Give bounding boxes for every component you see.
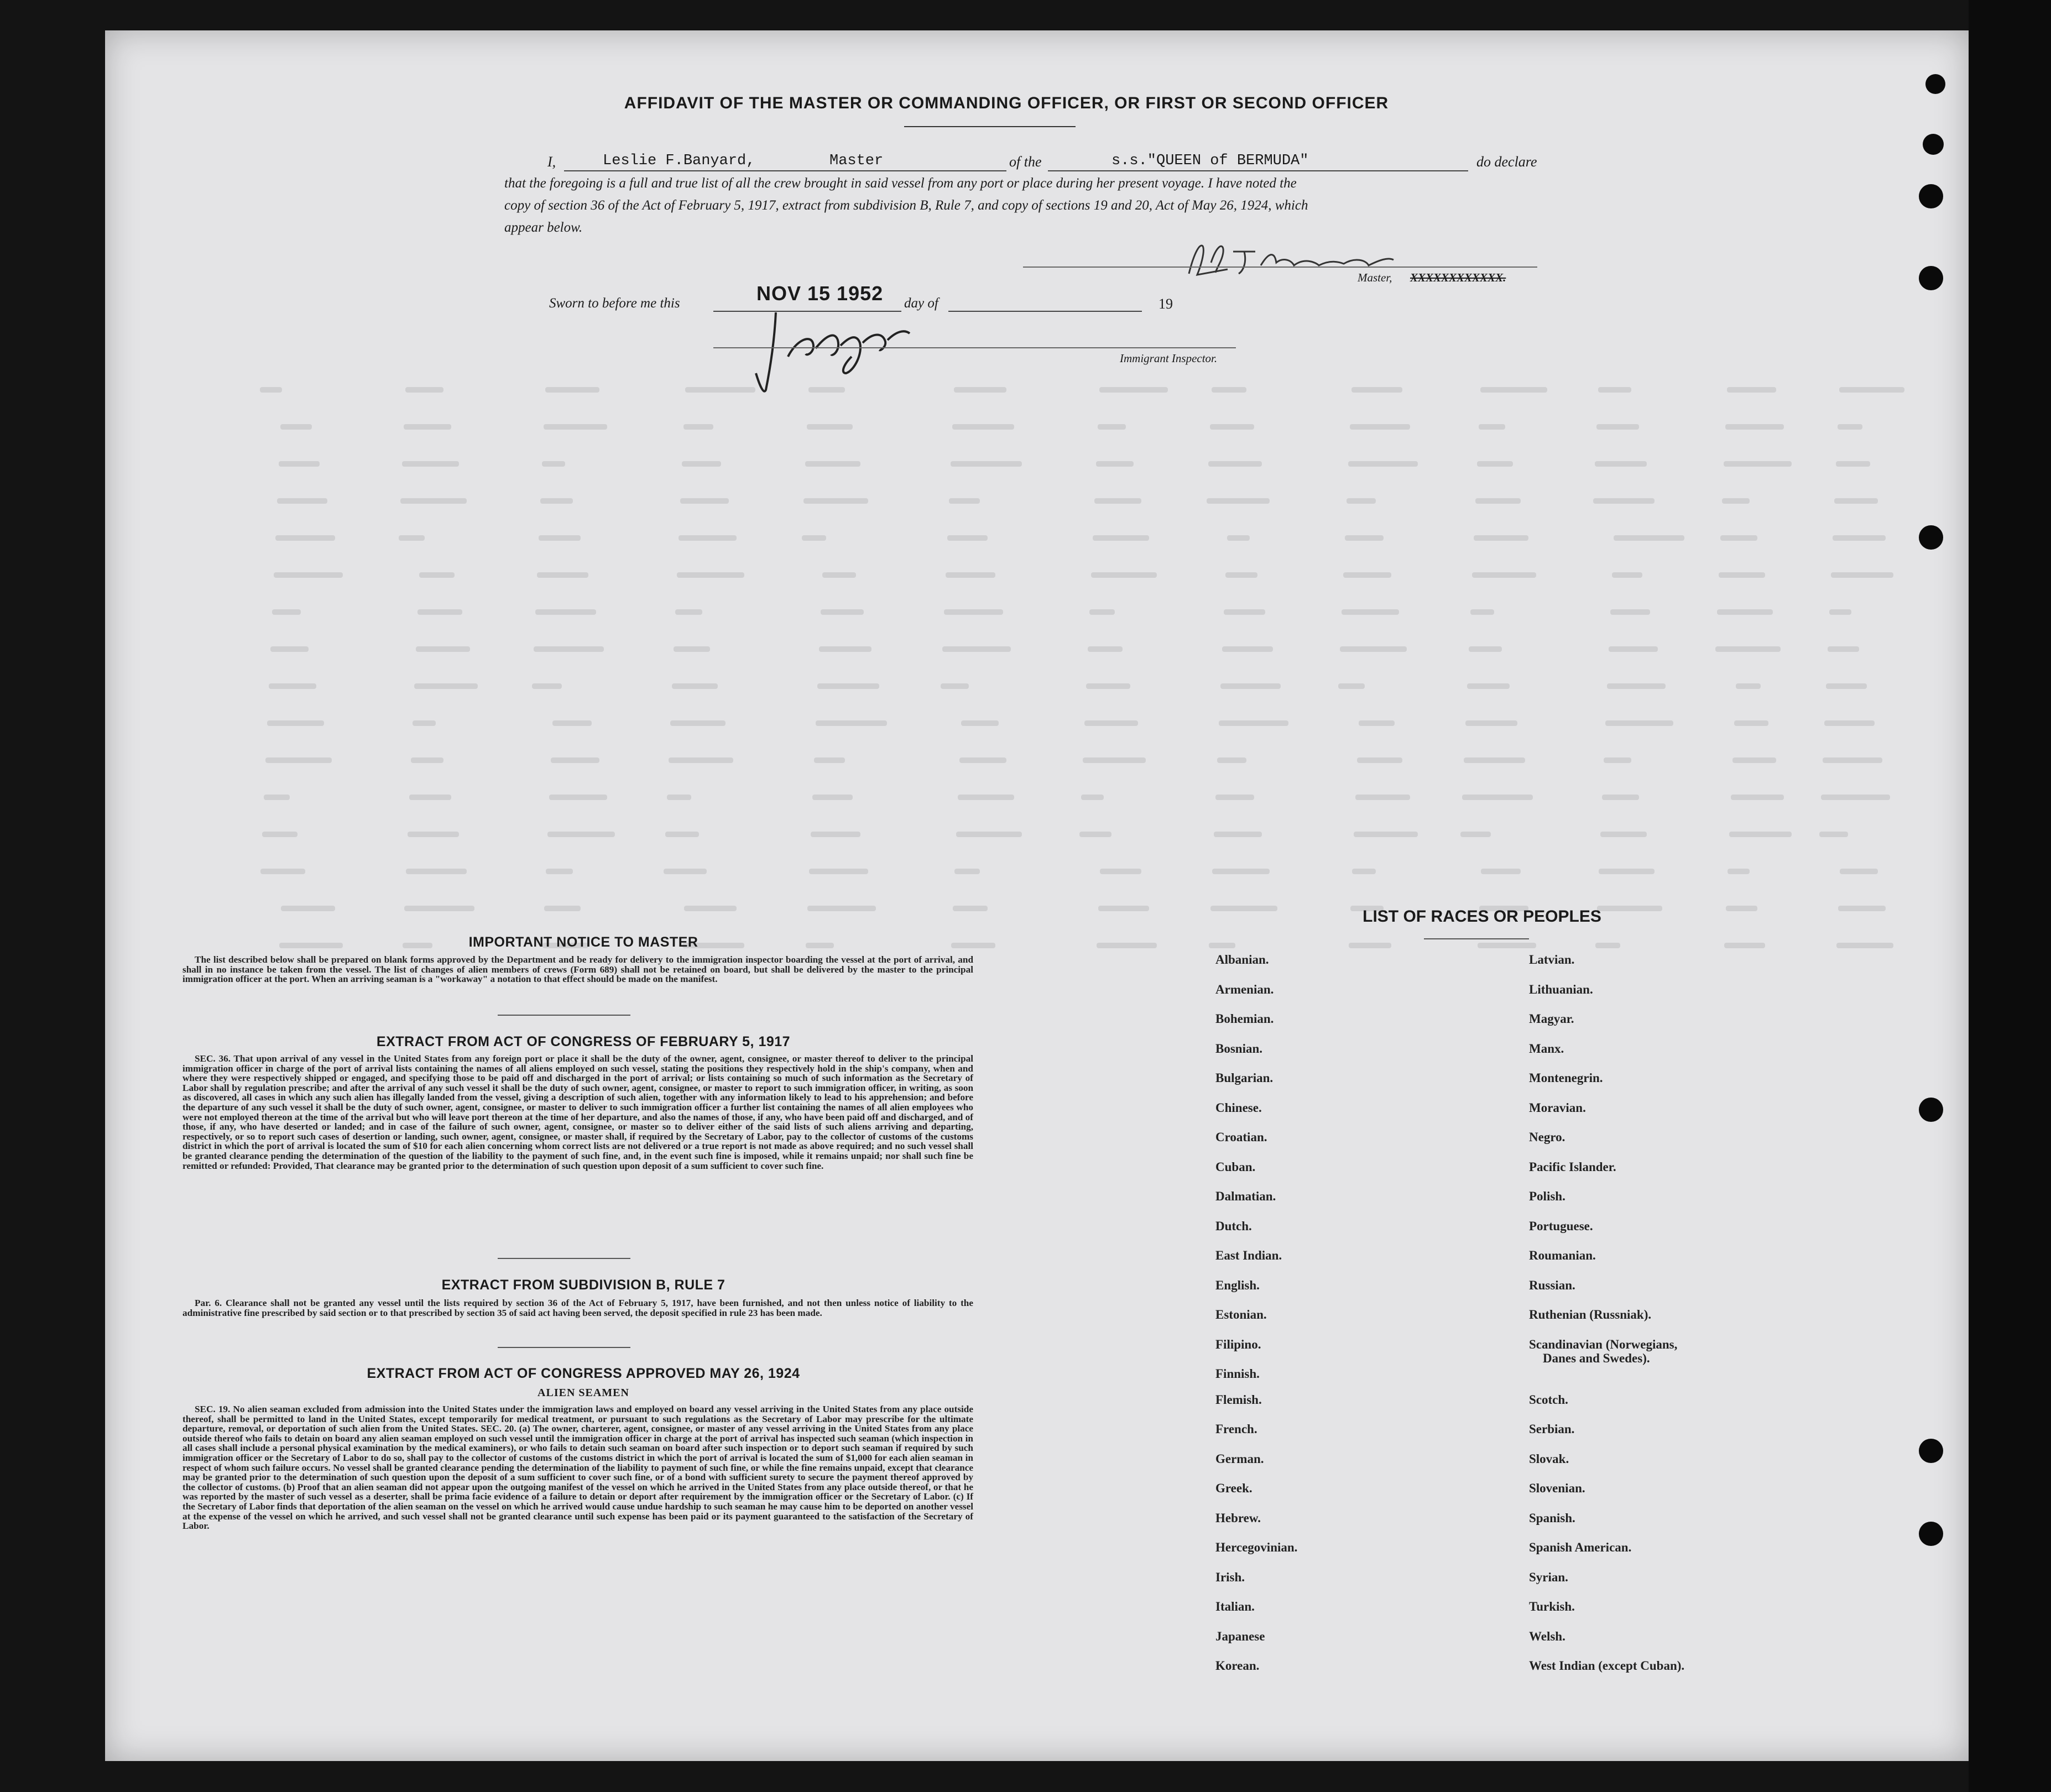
extract-rule7-text: Par. 6. Clearance shall not be granted any vessel until the lists required by section 36 of the Act of February 5, 1917, have been furnished, and not then unless notice of liability to the administrative fine prescribed by said section or to that prescribed by section 35 of said act having been served, the deposit specified in rule 23 has been made.	[182, 1298, 973, 1318]
bleed-through-mark	[1477, 461, 1513, 467]
bleed-through-mark	[1607, 683, 1666, 689]
bleed-through-mark	[1836, 461, 1870, 467]
punch-hole	[1919, 525, 1943, 550]
bleed-through-mark	[1824, 720, 1875, 726]
bleed-through-mark	[941, 683, 969, 689]
bleed-through-mark	[1472, 572, 1536, 578]
race-item: Magyar.	[1529, 1012, 1574, 1026]
bleed-through-mark	[1210, 424, 1254, 430]
race-item: Korean.	[1215, 1659, 1260, 1673]
bleed-through-mark	[1084, 720, 1138, 726]
bleed-through-mark	[1840, 869, 1878, 874]
bleed-through-mark	[816, 720, 887, 726]
master-label: Master,	[1358, 271, 1392, 284]
bleed-through-mark	[1734, 720, 1768, 726]
race-item: Russian.	[1529, 1278, 1575, 1292]
bleed-through-mark	[1605, 720, 1673, 726]
bleed-through-mark	[1729, 832, 1792, 837]
bleed-through-mark	[408, 832, 459, 837]
bleed-through-mark	[1599, 869, 1655, 874]
race-item: Bohemian.	[1215, 1012, 1274, 1026]
race-item: Bosnian.	[1215, 1042, 1263, 1056]
race-item: Irish.	[1215, 1570, 1245, 1584]
inspector-signature-line	[713, 347, 1236, 348]
bleed-through-mark	[1475, 498, 1521, 504]
master-struck-title: XXXXXXXXXXXX.	[1410, 271, 1506, 284]
race-item: Italian.	[1215, 1600, 1255, 1613]
bleed-through-mark	[947, 535, 988, 541]
race-item: West Indian (except Cuban).	[1529, 1659, 1685, 1673]
bleed-through-mark	[1209, 943, 1235, 948]
bleed-through-mark	[675, 609, 702, 615]
bleed-through-mark	[1208, 461, 1262, 467]
race-item: Finnish.	[1215, 1367, 1260, 1381]
race-item: Spanish.	[1529, 1511, 1575, 1525]
bleed-through-mark	[680, 498, 729, 504]
bleed-through-mark	[802, 535, 826, 541]
bleed-through-mark	[409, 795, 451, 800]
day-of-label: day of	[904, 296, 938, 311]
punch-hole	[1919, 266, 1943, 290]
bleed-through-mark	[1098, 906, 1149, 911]
bleed-through-mark	[1831, 572, 1893, 578]
bleed-through-mark	[1479, 424, 1505, 430]
bleed-through-mark	[1593, 498, 1655, 504]
bleed-through-mark	[1609, 646, 1658, 652]
bleed-through-mark	[1464, 757, 1525, 763]
bleed-through-mark	[1224, 609, 1265, 615]
bleed-through-mark	[1098, 424, 1126, 430]
bleed-through-mark	[419, 572, 455, 578]
bleed-through-mark	[1349, 943, 1391, 948]
bleed-through-mark	[542, 461, 565, 467]
race-item: Dutch.	[1215, 1219, 1252, 1233]
punch-hole	[1925, 74, 1945, 94]
bleed-through-mark	[1838, 906, 1886, 911]
bleed-through-mark	[1210, 906, 1277, 911]
bleed-through-mark	[1834, 498, 1878, 504]
race-item: Scotch.	[1529, 1393, 1568, 1407]
affidavit-line-4: appear below.	[504, 220, 583, 235]
bleed-through-mark	[1083, 757, 1146, 763]
bleed-through-mark	[416, 646, 470, 652]
race-item: Croatian.	[1215, 1130, 1267, 1144]
race-item: Turkish.	[1529, 1600, 1575, 1613]
punch-hole	[1919, 1522, 1943, 1546]
bleed-through-mark	[1352, 869, 1376, 874]
bleed-through-mark	[404, 424, 451, 430]
bleed-through-mark	[1469, 646, 1502, 652]
bleed-through-mark	[803, 498, 868, 504]
bleed-through-mark	[402, 461, 459, 467]
bleed-through-mark	[1220, 683, 1281, 689]
bleed-through-mark	[674, 646, 710, 652]
bleed-through-mark	[664, 869, 707, 874]
affidavit-line-2: that the foregoing is a full and true list of all the crew brought in said vessel from any port or place during her present voyage. I have noted the	[504, 176, 1297, 191]
bleed-through-mark	[1598, 387, 1631, 393]
bleed-through-mark	[274, 572, 343, 578]
bleed-through-mark	[544, 424, 607, 430]
bleed-through-mark	[1596, 424, 1639, 430]
name-underline	[564, 170, 1006, 171]
bleed-through-mark	[1338, 683, 1365, 689]
bleed-through-mark	[1350, 424, 1410, 430]
race-item: East Indian.	[1215, 1248, 1282, 1262]
bleed-through-mark	[1342, 609, 1399, 615]
bleed-through-mark	[532, 683, 562, 689]
race-item: Armenian.	[1215, 983, 1274, 996]
bleed-through-mark	[1728, 869, 1750, 874]
master-rank: Master	[829, 153, 884, 169]
bleed-through-mark	[1227, 535, 1250, 541]
notice-heading: IMPORTANT NOTICE TO MASTER	[468, 934, 698, 950]
do-declare-label: do declare	[1476, 154, 1537, 170]
bleed-through-mark	[546, 869, 573, 874]
bleed-through-mark	[260, 387, 282, 393]
bleed-through-mark	[1614, 535, 1684, 541]
bleed-through-mark	[1099, 387, 1168, 393]
scan-edge	[1969, 0, 2051, 1792]
bleed-through-mark	[552, 720, 592, 726]
race-item: German.	[1215, 1452, 1264, 1466]
divider	[498, 1015, 630, 1016]
bleed-through-mark	[1725, 424, 1784, 430]
race-item: Cuban.	[1215, 1160, 1256, 1174]
bleed-through-mark	[1212, 869, 1270, 874]
races-heading-rule	[1424, 938, 1529, 939]
bleed-through-mark	[1727, 387, 1776, 393]
bleed-through-mark	[534, 646, 604, 652]
race-item: Lithuanian.	[1529, 983, 1593, 996]
race-item: Danes and Swedes).	[1543, 1351, 1650, 1365]
affidavit-pronoun: I,	[547, 154, 556, 170]
bleed-through-mark	[1717, 609, 1773, 615]
bleed-through-mark	[682, 461, 721, 467]
bleed-through-mark	[1732, 757, 1776, 763]
punch-hole	[1919, 1098, 1943, 1122]
master-name: Leslie F.Banyard,	[603, 153, 755, 169]
bleed-through-mark	[1214, 832, 1262, 837]
bleed-through-mark	[1610, 609, 1650, 615]
bleed-through-mark	[411, 757, 443, 763]
bleed-through-mark	[944, 609, 1003, 615]
bleed-through-mark	[1726, 906, 1757, 911]
bleed-through-mark	[264, 795, 290, 800]
punch-hole	[1919, 184, 1943, 208]
bleed-through-mark	[265, 757, 332, 763]
bleed-through-mark	[1821, 795, 1890, 800]
bleed-through-mark	[1357, 757, 1402, 763]
bleed-through-mark	[1354, 832, 1418, 837]
race-item: Flemish.	[1215, 1393, 1262, 1407]
bleed-through-mark	[1600, 832, 1647, 837]
bleed-through-mark	[812, 795, 853, 800]
race-item: Hercegovinian.	[1215, 1540, 1298, 1554]
bleed-through-mark	[677, 572, 744, 578]
bleed-through-mark	[262, 832, 298, 837]
bleed-through-mark	[1219, 720, 1288, 726]
bleed-through-mark	[417, 609, 462, 615]
bleed-through-mark	[1720, 535, 1757, 541]
bleed-through-mark	[279, 461, 320, 467]
bleed-through-mark	[1348, 461, 1418, 467]
race-item: Polish.	[1529, 1189, 1565, 1203]
bleed-through-mark	[1724, 461, 1792, 467]
race-item: Ruthenian (Russniak).	[1529, 1308, 1652, 1321]
master-signature-line	[1023, 267, 1537, 268]
bleed-through-mark	[951, 461, 1022, 467]
bleed-through-mark	[547, 832, 615, 837]
sworn-date-stamp: NOV 15 1952	[756, 282, 884, 305]
bleed-through-mark	[1094, 498, 1141, 504]
bleed-through-mark	[1096, 461, 1134, 467]
inspector-label: Immigrant Inspector.	[1120, 352, 1218, 365]
affidavit-title: AFFIDAVIT OF THE MASTER OR COMMANDING OFFICER, OR FIRST OR SECOND OFFICER	[624, 94, 1389, 112]
of-the-label: of the	[1009, 154, 1042, 170]
race-item: Hebrew.	[1215, 1511, 1261, 1525]
bleed-through-mark	[269, 683, 316, 689]
race-item: Spanish American.	[1529, 1540, 1632, 1554]
bleed-through-mark	[672, 683, 718, 689]
bleed-through-mark	[551, 757, 599, 763]
bleed-through-mark	[414, 683, 478, 689]
bleed-through-mark	[1359, 720, 1395, 726]
bleed-through-mark	[1347, 498, 1376, 504]
bleed-through-mark	[1097, 943, 1157, 948]
race-item: Moravian.	[1529, 1101, 1586, 1115]
bleed-through-mark	[1086, 683, 1130, 689]
bleed-through-mark	[1081, 795, 1104, 800]
bleed-through-mark	[1481, 869, 1521, 874]
bleed-through-mark	[954, 387, 1006, 393]
bleed-through-mark	[1612, 572, 1642, 578]
bleed-through-mark	[549, 795, 607, 800]
race-item: Japanese	[1215, 1629, 1265, 1643]
bleed-through-mark	[1724, 943, 1765, 948]
bleed-through-mark	[679, 535, 737, 541]
race-item: Greek.	[1215, 1481, 1252, 1495]
bleed-through-mark	[277, 498, 327, 504]
bleed-through-mark	[1839, 387, 1904, 393]
bleed-through-mark	[1225, 572, 1257, 578]
bleed-through-mark	[1478, 943, 1536, 948]
title-rule	[904, 126, 1076, 127]
bleed-through-mark	[684, 906, 737, 911]
bleed-through-mark	[1604, 757, 1631, 763]
bleed-through-mark	[683, 424, 713, 430]
bleed-through-mark	[1089, 609, 1115, 615]
race-item: French.	[1215, 1422, 1257, 1436]
extract-rule7-heading: EXTRACT FROM SUBDIVISION B, RULE 7	[441, 1277, 726, 1293]
bleed-through-mark	[814, 757, 845, 763]
bleed-through-mark	[1091, 572, 1157, 578]
bleed-through-mark	[1088, 646, 1123, 652]
bleed-through-mark	[1602, 795, 1639, 800]
bleed-through-mark	[535, 609, 596, 615]
bleed-through-mark	[1345, 535, 1384, 541]
year-label: 19	[1158, 296, 1173, 312]
extract-1917-heading: EXTRACT FROM ACT OF CONGRESS OF FEBRUARY 5, 1917	[376, 1034, 791, 1049]
bleed-through-mark	[1343, 572, 1391, 578]
bleed-through-mark	[260, 869, 305, 874]
bleed-through-mark	[1826, 683, 1867, 689]
race-item: English.	[1215, 1278, 1260, 1292]
bleed-through-mark	[267, 720, 324, 726]
bleed-through-mark	[1474, 535, 1528, 541]
bleed-through-mark	[811, 832, 860, 837]
bleed-through-mark	[1833, 535, 1886, 541]
bleed-through-mark	[1722, 498, 1750, 504]
divider	[498, 1258, 630, 1259]
bleed-through-mark	[807, 424, 853, 430]
sworn-label: Sworn to before me this	[549, 296, 680, 311]
punch-hole	[1923, 134, 1944, 155]
punch-hole	[1919, 1439, 1943, 1463]
vessel-underline	[1048, 170, 1468, 171]
race-item: Chinese.	[1215, 1101, 1262, 1115]
bleed-through-mark	[1715, 646, 1781, 652]
bleed-through-mark	[270, 646, 309, 652]
bleed-through-mark	[545, 387, 599, 393]
divider	[498, 1347, 630, 1348]
bleed-through-mark	[1100, 869, 1141, 874]
bleed-through-mark	[821, 609, 864, 615]
bleed-through-mark	[540, 498, 573, 504]
bleed-through-mark	[942, 646, 1011, 652]
inspector-signature	[744, 301, 943, 401]
bleed-through-mark	[1719, 572, 1765, 578]
bleed-through-mark	[1470, 609, 1494, 615]
race-item: Estonian.	[1215, 1308, 1267, 1321]
bleed-through-mark	[1212, 387, 1246, 393]
bleed-through-mark	[1460, 832, 1491, 837]
extract-1917-text: SEC. 36. That upon arrival of any vessel in the United States from any foreign port or place it shall be the duty of the owner, agent, consignee, or master thereof to deliver to the principal immigration officer in charge of the port of arrival lists containing the names of all aliens employed on such vessel, stating the positions they respectively hold in the ship's company, when and where they were respectively shipped or engaged, and specifying those to be paid off and discharged in the port of arrival; or lists containing so much of such information as the Secretary of Labor shall by regulation prescribe; and after the arrival of any such vessel it shall be the duty of such owner, agent, consignee, or master to report to such immigration officer, in writing, as soon as discovered, all cases in which any such alien has illegally landed from the vessel, giving a description of such alien, together with any information likely to lead to his apprehension; and before the departure of any such vessel it shall be the duty of such owner, agent, consignee, or master to deliver to such immigration officer a further list containing the names of all alien employees who were not employed thereon at the time of the arrival but who will leave port thereon at the time of her departure, and also the names of those, if any, who have been paid off and discharged, and of those, if any, who have deserted or landed; and in case of the failure of such owner, agent, consignee, or master so to deliver either of the said lists of such aliens arriving and departing, respectively, or so to report such cases of desertion or landing, such owner, agent, consignee, or master shall, if required by the Secretary of Labor, pay to the collector of customs of the customs district in which the port of arrival is located the sum of $10 for each alien concerning whom correct lists are not delivered or a true report is not made as above required; and no such vessel shall be granted clearance pending the determination of the question of the liability to the payment of such fine, and, in the event such fine is imposed, while it remains unpaid; nor shall such fine be remitted or refunded: Provided, That clearance may be granted prior to the determination of such question upon deposit of a sum sufficient to cover such fine.	[182, 1053, 973, 1171]
bleed-through-mark	[399, 535, 425, 541]
vessel-name: s.s."QUEEN of BERMUDA"	[1111, 153, 1309, 169]
bleed-through-mark	[1836, 943, 1893, 948]
bleed-through-mark	[959, 757, 1006, 763]
race-item: Manx.	[1529, 1042, 1564, 1056]
affidavit-line-3: copy of section 36 of the Act of February 5, 1917, extract from subdivision B, Rule 7, and copy of sections 19 and 20, Act of May 26, 1924, which	[504, 198, 1308, 213]
bleed-through-mark	[1217, 757, 1246, 763]
bleed-through-mark	[537, 572, 588, 578]
bleed-through-mark	[1467, 683, 1510, 689]
bleed-through-mark	[404, 906, 474, 911]
bleed-through-mark	[665, 832, 699, 837]
race-item: Albanian.	[1215, 953, 1269, 966]
bleed-through-mark	[809, 869, 868, 874]
bleed-through-mark	[406, 869, 467, 874]
bleed-through-mark	[1215, 795, 1254, 800]
bleed-through-mark	[669, 757, 733, 763]
bleed-through-mark	[817, 683, 879, 689]
race-item: Slovenian.	[1529, 1481, 1585, 1495]
bleed-through-mark	[280, 424, 312, 430]
bleed-through-mark	[807, 906, 876, 911]
bleed-through-mark	[405, 387, 443, 393]
bleed-through-mark	[1351, 387, 1402, 393]
bleed-through-mark	[1595, 943, 1620, 948]
bleed-through-mark	[400, 498, 467, 504]
race-item: Welsh.	[1529, 1629, 1565, 1643]
bleed-through-mark	[1222, 646, 1273, 652]
bleed-through-mark	[1340, 646, 1407, 652]
bleed-through-mark	[1093, 535, 1149, 541]
race-item: Portuguese.	[1529, 1219, 1593, 1233]
extract-1924-heading: EXTRACT FROM ACT OF CONGRESS APPROVED MAY 26, 1924	[367, 1366, 800, 1381]
bleed-through-mark	[954, 869, 980, 874]
bleed-through-mark	[1731, 795, 1784, 800]
race-item: Serbian.	[1529, 1422, 1575, 1436]
race-item: Bulgarian.	[1215, 1071, 1274, 1085]
bleed-through-mark	[949, 498, 980, 504]
race-item: Slovak.	[1529, 1452, 1569, 1466]
bleed-through-mark	[1838, 424, 1862, 430]
bleed-through-mark	[1736, 683, 1761, 689]
race-item: Negro.	[1529, 1130, 1565, 1144]
race-item: Filipino.	[1215, 1338, 1261, 1351]
bleed-through-mark	[1355, 795, 1410, 800]
bleed-through-mark	[281, 906, 335, 911]
extract-1924-subheading: ALIEN SEAMEN	[537, 1387, 629, 1399]
bleed-through-mark	[1819, 832, 1848, 837]
bleed-through-mark	[805, 461, 860, 467]
bleed-through-mark	[946, 572, 995, 578]
bleed-through-mark	[544, 906, 581, 911]
bleed-through-mark	[1829, 609, 1851, 615]
bleed-through-mark	[667, 795, 691, 800]
notice-text: The list described below shall be prepared on blank forms approved by the Department and be ready for delivery to the immigration inspector boarding the vessel at the port of arrival, and shall in no instance be taken from the vessel. The list of changes of alien members of crews (Form 689) shall not be retained on board, but shall be delivered by the master to the principal immigration officer at the port. When an arriving seaman is a "workaway" a notation to that effect should be made on the manifest.	[182, 954, 973, 985]
bleed-through-mark	[961, 720, 999, 726]
race-item: Pacific Islander.	[1529, 1160, 1616, 1174]
races-heading: LIST OF RACES OR PEOPLES	[1363, 907, 1601, 926]
bleed-through-mark	[670, 720, 726, 726]
race-item: Dalmatian.	[1215, 1189, 1276, 1203]
bleed-through-mark	[953, 906, 988, 911]
bleed-through-mark	[956, 832, 1022, 837]
bleed-through-mark	[1828, 646, 1859, 652]
bleed-through-mark	[952, 424, 1014, 430]
race-item: Roumanian.	[1529, 1248, 1596, 1262]
bleed-through-mark	[958, 795, 1014, 800]
bleed-through-mark	[539, 535, 581, 541]
bleed-through-mark	[819, 646, 871, 652]
bleed-through-mark	[822, 572, 856, 578]
bleed-through-mark	[1595, 461, 1647, 467]
bleed-through-mark	[413, 720, 436, 726]
bleed-through-mark	[1079, 832, 1111, 837]
race-item: Syrian.	[1529, 1570, 1568, 1584]
bleed-through-mark	[272, 609, 301, 615]
month-underline	[948, 311, 1142, 312]
race-item: Latvian.	[1529, 953, 1575, 966]
race-item: Montenegrin.	[1529, 1071, 1603, 1085]
bleed-through-mark	[1207, 498, 1270, 504]
bleed-through-mark	[1480, 387, 1547, 393]
extract-1924-text: SEC. 19. No alien seaman excluded from admission into the United States under the immigration laws and employed on board any vessel arriving in the United States from any place outside thereof, shall be permitted to land in the United States, except temporarily for medical treatment, or pursuant to such regulations as the Secretary of Labor may prescribe for the ultimate departure, removal, or deportation of such alien from the United States. SEC. 20. (a) The owner, charterer, agent, consignee, or master of any vessel arriving in the United States from any place outside thereof who fails to detain on board any alien seaman employed on such vessel until the immigration officer in charge at the port of arrival has inspected such seaman (which inspection in all cases shall include a personal physical examination by the medical examiners), or who fails to detain such seaman on board after such inspection or to deport such seaman if required by such immigration officer or the Secretary of Labor to do so, shall pay to the collector of customs of the customs district in which the port of arrival is located the sum of $1,000 for each alien seaman in respect of whom such failure occurs. No vessel shall be granted clearance pending the determination of the liability to payment of such fine, or while the fine remains unpaid, except that clearance may be granted prior to the determination of such question upon the deposit of a sum sufficient to cover such fine, or of a bond with sufficient surety to secure the payment thereof approved by the collector of customs. (b) Proof that an alien seaman did not appear upon the outgoing manifest of the vessel on which he arrived in the United States from any place outside thereof, or that he was reported by the master of such vessel as a deserter, shall be prima facie evidence of a failure to detain or deport after requirement by the immigration officer or the Secretary of Labor. (c) If the Secretary of Labor finds that deportation of the alien seaman on the vessel on which he arrived would cause undue hardship to such seaman he may cause him to be deported on another vessel at the expense of the vessel on which he arrived, and such vessel shall not be granted clearance until such expense has been paid or its payment guaranteed to the satisfaction of the Secretary of Labor.	[182, 1404, 973, 1532]
bleed-through-mark	[1465, 720, 1517, 726]
race-item: Scandinavian (Norwegians,	[1529, 1338, 1678, 1351]
bleed-through-mark	[1823, 757, 1882, 763]
bleed-through-mark	[1462, 795, 1533, 800]
bleed-through-mark	[275, 535, 335, 541]
